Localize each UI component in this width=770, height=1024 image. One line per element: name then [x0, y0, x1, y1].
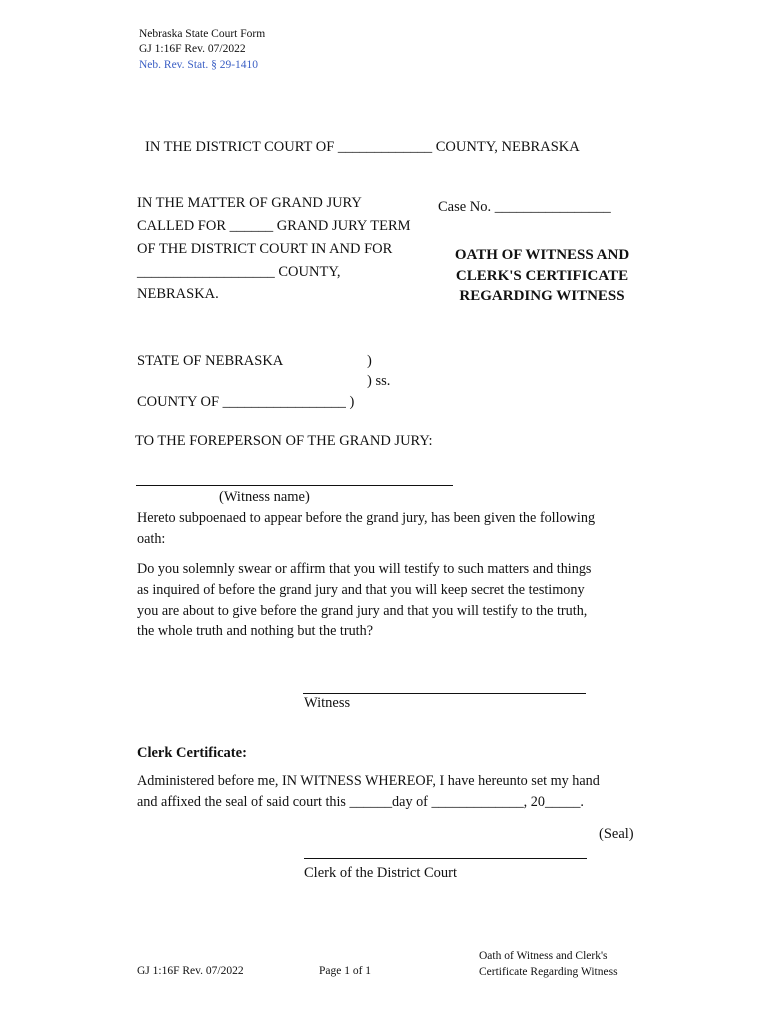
oath-line-3: you are about to give before the grand jury and that you will testify to the truth, — [137, 602, 588, 619]
venue-paren: ) — [367, 353, 372, 369]
footer-title — [479, 949, 618, 980]
footer-title-line-1: Oath of Witness and Clerk's — [479, 950, 608, 962]
witness-signature-label: Witness — [304, 695, 351, 711]
oath-line-4: the whole truth and nothing but the truth? — [137, 623, 374, 640]
title-line-1: OATH OF WITNESS AND — [454, 247, 630, 263]
footer-form-code: GJ 1:16F Rev. 07/2022 — [137, 965, 244, 977]
court-line: IN THE DISTRICT COURT OF _____________ COUNTY, NEBRASKA — [145, 139, 580, 155]
intro-line-2: oath: — [137, 530, 166, 547]
clerk-heading: Clerk Certificate: — [137, 745, 247, 761]
matter-line-4: ___________________ COUNTY, — [137, 264, 341, 280]
oath-paragraph — [137, 559, 591, 642]
case-number: Case No. ________________ — [438, 199, 611, 215]
matter-line-1: IN THE MATTER OF GRAND JURY — [137, 195, 362, 211]
address-line: TO THE FOREPERSON OF THE GRAND JURY: — [135, 433, 433, 449]
oath-line-1: Do you solemnly swear or affirm that you will testify to such matters and things — [137, 561, 592, 577]
witness-signature-line — [303, 693, 586, 694]
clerk-paragraph — [137, 771, 600, 813]
statute-link[interactable]: Neb. Rev. Stat. § 29-1410 — [139, 59, 259, 71]
matter-line-2: CALLED FOR ______ GRAND JURY TERM — [137, 218, 411, 234]
clerk-signature-line — [304, 858, 587, 859]
clerk-line-2: and affixed the seal of said court this ______day of _____________, 20_____. — [137, 793, 584, 810]
title-line-3: REGARDING WITNESS — [459, 288, 625, 304]
venue-state: STATE OF NEBRASKA — [137, 353, 284, 369]
venue-ss: ) ss. — [367, 373, 391, 389]
venue-county: COUNTY OF _________________ ) — [137, 394, 355, 410]
title-line-2: CLERK'S CERTIFICATE — [455, 267, 629, 284]
seal-label: (Seal) — [599, 826, 634, 842]
intro-line-1: Hereto subpoenaed to appear before the grand jury, has been given the following — [137, 510, 596, 526]
form-code: GJ 1:16F Rev. 07/2022 — [139, 43, 246, 55]
clerk-signature-label: Clerk of the District Court — [304, 865, 458, 881]
matter-line-5: NEBRASKA. — [137, 286, 219, 302]
footer-title-line-2: Certificate Regarding Witness — [479, 965, 618, 978]
document-title — [432, 245, 652, 307]
intro-paragraph — [137, 508, 595, 550]
witness-name-label: (Witness name) — [219, 489, 310, 505]
clerk-line-1: Administered before me, IN WITNESS WHEREOF, I have hereunto set my hand — [137, 773, 600, 789]
form-name: Nebraska State Court Form — [139, 28, 266, 40]
matter-line-3: OF THE DISTRICT COURT IN AND FOR — [137, 241, 393, 257]
footer-page-number: Page 1 of 1 — [319, 965, 372, 977]
oath-line-2: as inquired of before the grand jury and that you will keep secret the testimony — [137, 581, 585, 598]
witness-name-line — [136, 485, 453, 486]
